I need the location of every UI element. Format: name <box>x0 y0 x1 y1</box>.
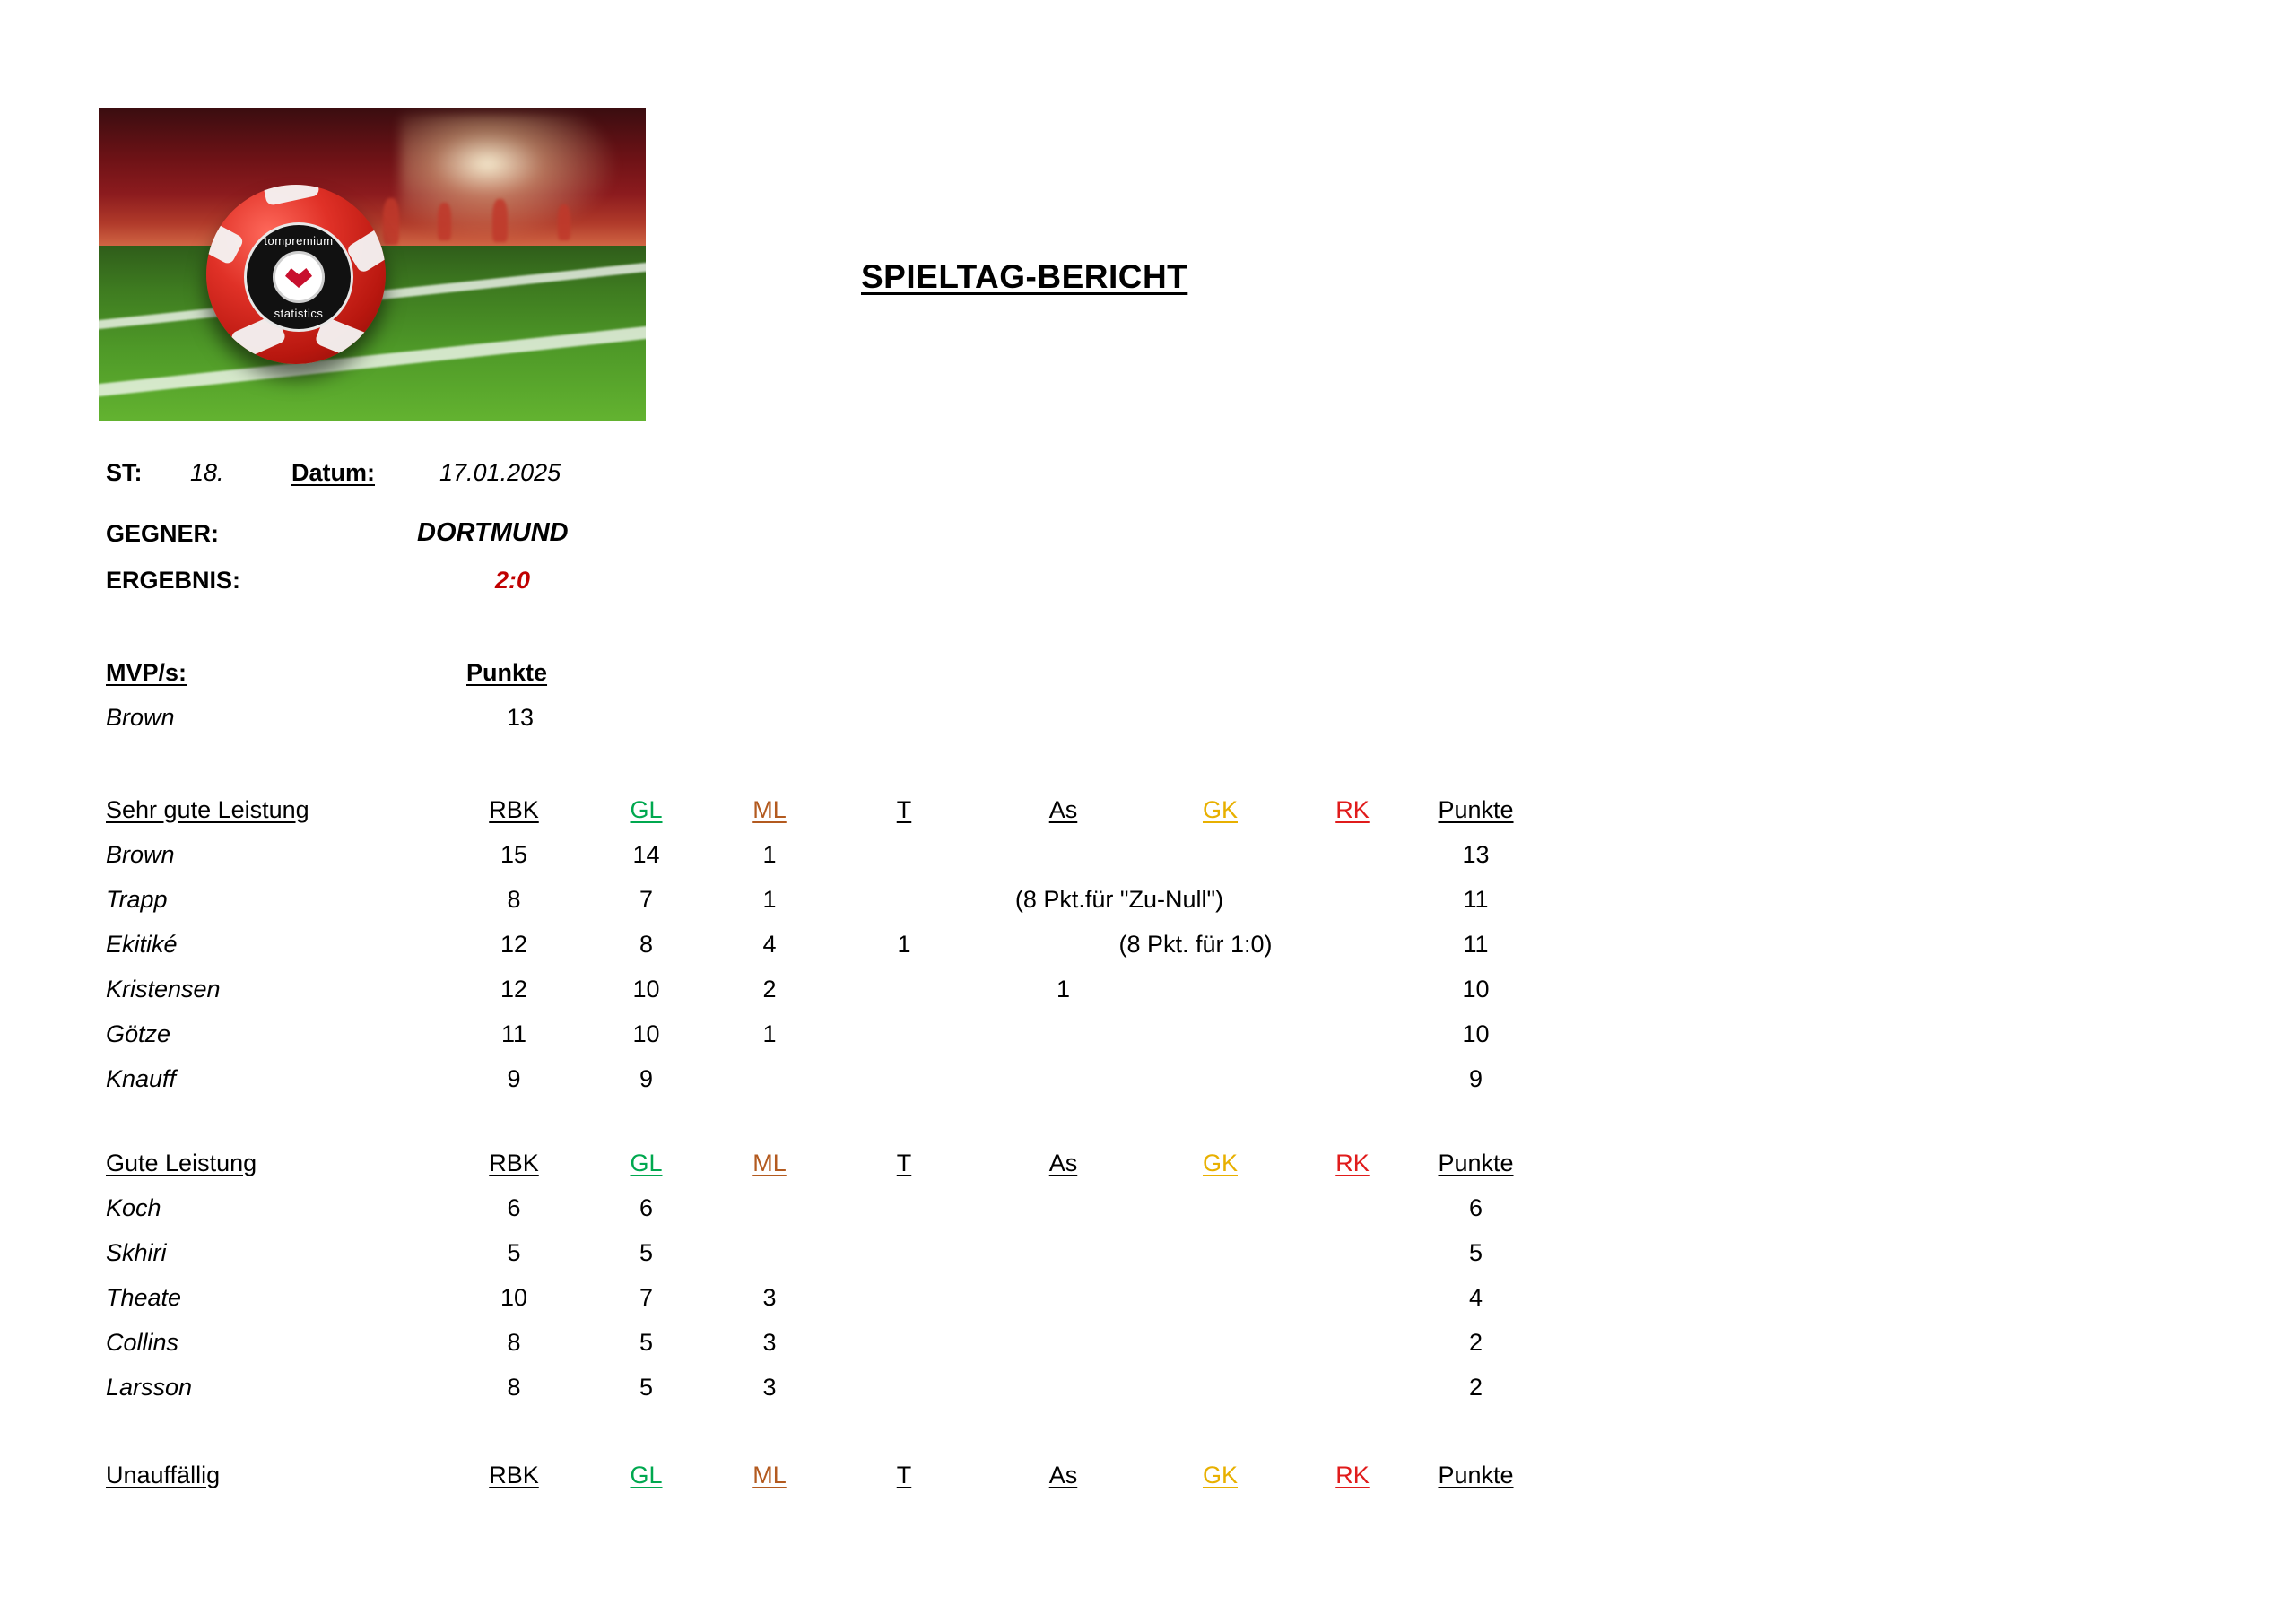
cell-punkte: 10 <box>1462 975 1490 1002</box>
cell-ml <box>711 1056 828 1101</box>
cell-gl: 8 <box>639 930 654 958</box>
cell-rbk: 5 <box>507 1238 521 1266</box>
col-gk: GK <box>1202 1461 1238 1488</box>
cell-t <box>828 967 980 1011</box>
cell-gl: 7 <box>639 1283 654 1311</box>
football-icon <box>206 185 386 364</box>
player-name: Larsson <box>106 1373 193 1401</box>
col-as: As <box>1048 1461 1078 1488</box>
cell-punkte: 10 <box>1462 1020 1490 1047</box>
cell-rk <box>1294 1011 1411 1056</box>
cell-punkte: 11 <box>1463 885 1489 913</box>
eagle-crest-icon <box>273 251 325 303</box>
col-gk: GK <box>1202 795 1238 823</box>
cell-gl: 10 <box>632 975 660 1002</box>
cell-rk <box>1294 967 1411 1011</box>
brand-name-top: tompremium <box>264 234 334 247</box>
club-crest-badge <box>244 222 353 332</box>
col-t: T <box>896 795 912 823</box>
player-name: Theate <box>106 1283 182 1311</box>
opponent-value: DORTMUND <box>417 518 569 547</box>
cell-t <box>828 1275 980 1320</box>
table-header-row <box>106 1141 1541 1185</box>
table-row <box>106 1011 1541 1056</box>
player-name: Koch <box>106 1193 161 1221</box>
table-row <box>106 877 1541 922</box>
cell-gk <box>1146 832 1294 877</box>
matchday-label: ST: <box>106 459 143 486</box>
cell-ml: 1 <box>762 840 777 868</box>
date-value: 17.01.2025 <box>439 459 561 486</box>
cell-gl: 6 <box>639 1193 654 1221</box>
player-name: Kristensen <box>106 975 221 1002</box>
cell-punkte: 11 <box>1463 930 1489 958</box>
section-unauffaellig <box>106 1453 1541 1497</box>
cell-ml <box>711 1230 828 1275</box>
cell-gl: 5 <box>639 1373 654 1401</box>
col-t: T <box>896 1461 912 1488</box>
col-punkte: Punkte <box>1438 1461 1514 1488</box>
cell-gl: 9 <box>639 1064 654 1092</box>
cell-gl: 10 <box>632 1020 660 1047</box>
player-name: Collins <box>106 1328 179 1356</box>
cell-t <box>828 1056 980 1101</box>
table-row <box>106 967 1541 1011</box>
cell-rbk: 8 <box>507 1373 521 1401</box>
col-gk: GK <box>1202 1149 1238 1176</box>
cell-as <box>980 1011 1146 1056</box>
section-title: Gute Leistung <box>106 1149 257 1176</box>
cell-rk <box>1294 1365 1411 1410</box>
cell-rbk: 8 <box>507 1328 521 1356</box>
cell-ml: 4 <box>762 930 777 958</box>
table-row <box>106 922 1541 967</box>
cell-punkte: 5 <box>1468 1238 1483 1266</box>
table-row <box>106 1365 1541 1410</box>
result-label: ERGEBNIS: <box>106 567 241 594</box>
section-sehr-gute-leistung <box>106 787 1541 1101</box>
cell-ml: 3 <box>762 1328 777 1356</box>
mvp-points-header: Punkte <box>466 659 548 686</box>
cell-as: 1 <box>1056 975 1071 1002</box>
section-title: Sehr gute Leistung <box>106 795 309 823</box>
table-row <box>106 832 1541 877</box>
table-row <box>106 1275 1541 1320</box>
player-name: Knauff <box>106 1064 177 1092</box>
col-rk: RK <box>1335 795 1370 823</box>
cell-t <box>828 832 980 877</box>
col-rk: RK <box>1335 1461 1370 1488</box>
cell-ml: 1 <box>762 885 777 913</box>
table-row <box>106 1320 1541 1365</box>
player-name: Ekitiké <box>106 930 178 958</box>
cell-rbk: 10 <box>500 1283 528 1311</box>
performance-table <box>106 787 1541 1101</box>
cell-punkte: 6 <box>1468 1193 1483 1221</box>
cell-ml: 3 <box>762 1283 777 1311</box>
col-gl: GL <box>630 1461 663 1488</box>
cell-ml: 1 <box>762 1020 777 1047</box>
cell-as <box>980 1275 1146 1320</box>
col-t: T <box>896 1149 912 1176</box>
mvp-name: Brown <box>106 704 175 731</box>
mvp-points: 13 <box>507 704 535 731</box>
player-name: Skhiri <box>106 1238 167 1266</box>
cell-ml: 2 <box>762 975 777 1002</box>
cell-gk <box>1146 1056 1294 1101</box>
col-rk: RK <box>1335 1149 1370 1176</box>
cell-gl: 5 <box>639 1238 654 1266</box>
col-ml: ML <box>752 1461 787 1488</box>
cell-t <box>828 1185 980 1230</box>
col-gl: GL <box>630 795 663 823</box>
cell-rk <box>1294 1320 1411 1365</box>
mvp-label: MVP/s: <box>106 659 187 686</box>
col-rbk: RBK <box>489 1461 539 1488</box>
cell-gk <box>1146 1275 1294 1320</box>
performance-table <box>106 1141 1541 1410</box>
col-as: As <box>1048 795 1078 823</box>
cell-gk <box>1146 1011 1294 1056</box>
col-as: As <box>1048 1149 1078 1176</box>
cell-rbk: 8 <box>507 885 521 913</box>
cell-ml <box>711 1185 828 1230</box>
cell-rbk: 12 <box>500 930 528 958</box>
col-punkte: Punkte <box>1438 1149 1514 1176</box>
cell-note: (8 Pkt. für 1:0) <box>1118 930 1273 958</box>
date-label: Datum: <box>291 459 375 486</box>
cell-gk <box>1146 1320 1294 1365</box>
section-gute-leistung <box>106 1141 1541 1410</box>
cell-punkte: 13 <box>1462 840 1490 868</box>
col-ml: ML <box>752 795 787 823</box>
cell-punkte: 2 <box>1468 1373 1483 1401</box>
matchday-value: 18. <box>190 459 224 486</box>
cell-rbk: 15 <box>500 840 528 868</box>
cell-rbk: 6 <box>507 1193 521 1221</box>
col-ml: ML <box>752 1149 787 1176</box>
col-punkte: Punkte <box>1438 795 1514 823</box>
page-title: SPIELTAG-BERICHT <box>861 258 1188 295</box>
cell-gl: 5 <box>639 1328 654 1356</box>
cell-rk <box>1294 1230 1411 1275</box>
player-name: Trapp <box>106 885 168 913</box>
cell-rbk: 12 <box>500 975 528 1002</box>
cell-as <box>980 1320 1146 1365</box>
table-row <box>106 1230 1541 1275</box>
brand-name-bottom: statistics <box>274 307 324 320</box>
cell-rbk: 9 <box>507 1064 521 1092</box>
performance-table <box>106 1453 1541 1497</box>
cell-rk <box>1294 1056 1411 1101</box>
table-header-row <box>106 787 1541 832</box>
cell-gk <box>1146 967 1294 1011</box>
table-row <box>106 1185 1541 1230</box>
opponent-label: GEGNER: <box>106 520 220 547</box>
cell-punkte: 2 <box>1468 1328 1483 1356</box>
cell-t <box>828 1365 980 1410</box>
cell-t: 1 <box>897 930 911 958</box>
cell-gk <box>1146 1230 1294 1275</box>
cell-t <box>828 1230 980 1275</box>
cell-as <box>980 832 1146 877</box>
col-rbk: RBK <box>489 1149 539 1176</box>
player-name: Götze <box>106 1020 171 1047</box>
result-value: 2:0 <box>495 567 531 594</box>
cell-punkte: 4 <box>1468 1283 1483 1311</box>
cell-note: (8 Pkt.für "Zu-Null") <box>1014 885 1224 913</box>
cell-gl: 7 <box>639 885 654 913</box>
cell-ml: 3 <box>762 1373 777 1401</box>
cell-rbk: 11 <box>500 1020 527 1047</box>
cell-as <box>980 1365 1146 1410</box>
cell-rk <box>1294 1185 1411 1230</box>
col-gl: GL <box>630 1149 663 1176</box>
cell-gl: 14 <box>632 840 660 868</box>
table-row <box>106 1056 1541 1101</box>
cell-rk <box>1294 832 1411 877</box>
cell-punkte: 9 <box>1468 1064 1483 1092</box>
cell-rk <box>1294 1275 1411 1320</box>
cell-gk <box>1146 1185 1294 1230</box>
table-header-row <box>106 1453 1541 1497</box>
cell-as <box>980 1056 1146 1101</box>
cell-as <box>980 1230 1146 1275</box>
cell-gk <box>1146 1365 1294 1410</box>
col-rbk: RBK <box>489 795 539 823</box>
cell-t <box>828 1011 980 1056</box>
cell-t <box>828 1320 980 1365</box>
match-report-photo <box>99 108 646 421</box>
player-name: Brown <box>106 840 175 868</box>
section-title: Unauffällig <box>106 1461 221 1488</box>
cell-as <box>980 1185 1146 1230</box>
